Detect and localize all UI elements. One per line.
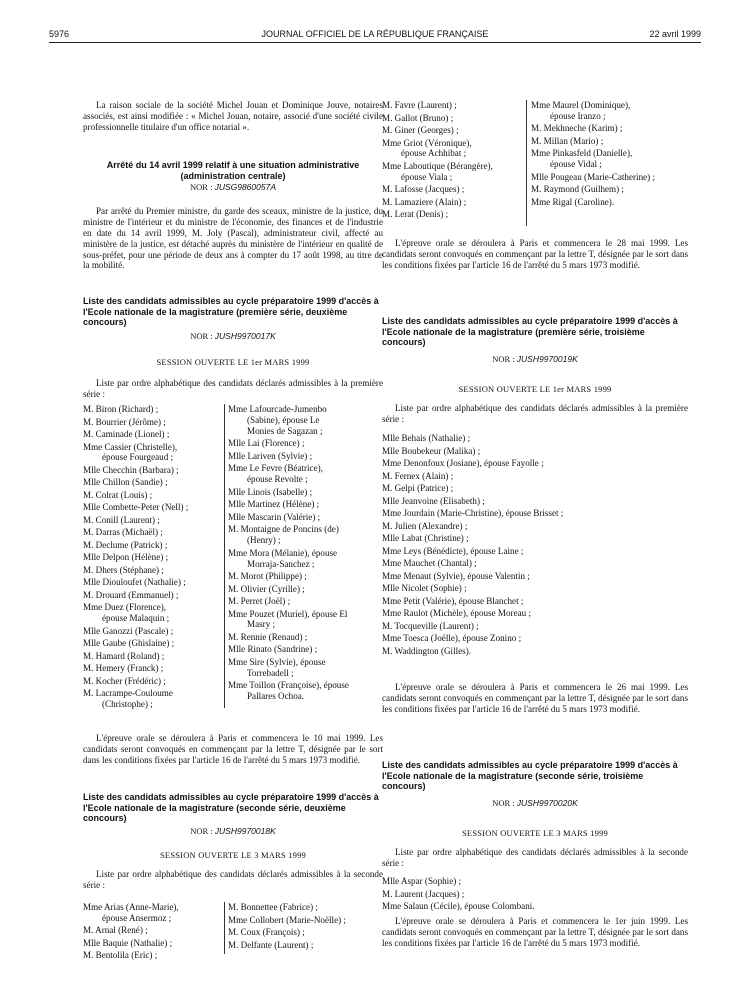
list4-names (382, 876, 688, 914)
list-item: M. Lerat (Denis) ; (382, 209, 449, 220)
list1-col2 (228, 404, 384, 704)
list2-names-continued (382, 100, 688, 230)
list-item: M. Gallot (Bruno) ; (382, 112, 454, 123)
arrete-nor: NOR : JUSG9860057A (190, 182, 276, 192)
intro-paragraph: La raison sociale de la société Michel Jouan et Dominique Jouve, notaires associés, est ainsi modifiée : « Michel Jouan, notaire, associé d'une société civile professionnelle titulaire d'un office notarial ». (83, 100, 383, 132)
list4-section (382, 760, 688, 869)
list-item: Mlle Linois (Isabelle) ; (228, 486, 313, 497)
list-item: M. Bonnettee (Fabrice) ; (228, 902, 318, 912)
list-item: Mme Collobert (Marie-Noëlle) ; (228, 914, 346, 925)
list-item: Mlle Martinez (Hélène) ; (228, 499, 320, 510)
list-item: M. Caminade (Lionel) ; (83, 429, 170, 439)
list-item: M. Gelpi (Patrice) ; (382, 483, 454, 493)
list-item: Mlle Aspar (Sophie) ; (382, 876, 462, 886)
list3-section (382, 316, 688, 425)
list-item: M. Hemery (Franck) ; (83, 663, 164, 674)
list-item: Mme Salaun (Cécile), épouse Colombani. (382, 901, 535, 911)
column-divider (224, 404, 225, 708)
list-item: Mlle Boubekeur (Malika) ; (382, 445, 481, 456)
list-item: Mme Griot (Véronique), épouse Achhibat ; (382, 137, 472, 159)
list-item: Mme Leys (Bénédicte), épouse Laine ; (382, 545, 524, 556)
list3-title: Liste des candidats admissibles au cycle préparatoire 1999 d'accès à l'Ecole nationale de la magistrature (première série, troisième concours) (382, 316, 678, 347)
list-item: Mme Toesca (Joëlle), épouse Zonino ; (382, 633, 522, 643)
list-item: M. Fernex (Alain) ; (382, 470, 454, 481)
list-item: M. Morot (Philippe) ; (228, 571, 307, 582)
list-item: M. Hamard (Roland) ; (83, 650, 165, 661)
list-item: Mme Jourdain (Marie-Christine), épouse Brisset ; (382, 508, 564, 518)
running-header (49, 29, 701, 43)
list1-names (83, 404, 383, 712)
list3-intro: Liste par ordre alphabétique des candidats déclarés admissibles à la première série : (382, 403, 688, 425)
list-item: Mme Menaut (Sylvie), épouse Valentin ; (382, 570, 530, 581)
list-item: M. Declume (Patrick) ; (83, 539, 168, 550)
list-item: M. Lamaziere (Alain) ; (382, 196, 467, 207)
list-item: M. Dhers (Stéphane) ; (83, 564, 164, 575)
list-item: Mlle Diouloufet (Nathalie) ; (83, 577, 186, 588)
list-item: M. Montaigne de Poncins (de) (Henry) ; (228, 524, 339, 546)
list2-col1 (83, 902, 223, 963)
list-item: M. Drouard (Emmanuel) ; (83, 589, 179, 600)
list4-title: Liste des candidats admissibles au cycle préparatoire 1999 d'accès à l'Ecole nationale de la magistrature (seconde série, troisième concours) (382, 760, 678, 791)
list-item: M. Darras (Michaël) ; (83, 527, 163, 538)
list-item: M. Colrat (Louis) ; (83, 489, 153, 500)
list-item: Mme Raulot (Michèle), épouse Moreau ; (382, 608, 531, 618)
list-item: Mme Denonfoux (Josiane), épouse Fayolle ; (382, 458, 544, 468)
list2-nor: NOR : JUSH9970018K (190, 825, 276, 836)
list-item: Mme Petit (Valérie), épouse Blanchet ; (382, 595, 524, 606)
list-item: Mme Lafourcade-Jumenbo (Sabine), épouse Le Monies de Sagazan ; (228, 404, 327, 436)
list-item: M. Laurent (Jacques) ; (382, 888, 465, 899)
list-item: M. Waddington (Gilles). (382, 645, 472, 656)
list-item: M. Olivier (Cyrille) ; (228, 583, 305, 594)
list-item: Mlle Delpon (Hélène) ; (83, 552, 169, 563)
list-item: Mlle Gaube (Ghislaine) ; (83, 638, 175, 649)
journal-title: JOURNAL OFFICIEL DE LA RÉPUBLIQUE FRANÇAISE (261, 29, 489, 39)
list-item: Mlle Behais (Nathalie) ; (382, 433, 471, 443)
list-item: Mme Mauchet (Chantal) ; (382, 558, 477, 568)
list-item: M. Delfante (Laurent) ; (228, 939, 314, 950)
list-item: M. Tocqueville (Laurent) ; (382, 620, 479, 631)
list-item: Mlle Combette-Peter (Nell) ; (83, 502, 189, 513)
list-item: Mlle Chillon (Sandie) ; (83, 477, 168, 488)
list-item: M. Bourrier (Jérôme) ; (83, 416, 166, 427)
list-item: M. Coux (François) ; (228, 927, 305, 937)
list3-closing: L'épreuve orale se déroulera à Paris et commencera le 26 mai 1999. Les candidats seront convoqués en commençant par la lettre T, désignée par le sort dans les conditions fixées par l'article 16 de l'arrêté du 5 mars 1973 modifié. (382, 682, 688, 714)
list-item: M. Biron (Richard) ; (83, 404, 159, 414)
list-item: Mme Maurel (Dominique), épouse Iranzo ; (531, 100, 631, 121)
list1-nor: NOR : JUSH9970017K (190, 330, 276, 341)
list-item: M. Rennie (Renaud) ; (228, 631, 308, 642)
list4-intro: Liste par ordre alphabétique des candidats déclarés admissibles à la seconde série : (382, 847, 688, 869)
list4-nor: NOR : JUSH9970020K (492, 797, 578, 808)
list-item: Mme Duez (Florence), épouse Malaquin ; (83, 602, 170, 624)
arrete-section (83, 160, 383, 271)
list-item: Mme Cassier (Christelle), épouse Fourgeaud ; (83, 441, 178, 463)
list-item: Mlle Jeanvoine (Elisabeth) ; (382, 495, 485, 506)
list-item: Mlle Checchin (Barbara) ; (83, 464, 179, 475)
list-item: Mlle Nicolet (Sophie) ; (382, 583, 467, 593)
list-item: M. Kocher (Frédéric) ; (83, 675, 166, 686)
list3-session: SESSION OUVERTE LE 1er MARS 1999 (458, 384, 612, 395)
list2-cont-col2 (531, 100, 688, 209)
list-item: Mme Laboutique (Bérangère), épouse Viala ; (382, 160, 493, 182)
list-item: Mlle Lai (Florence) ; (228, 438, 305, 449)
column-divider (224, 902, 225, 954)
list-item: Mme Le Fevre (Béatrice), épouse Revolte ; (228, 463, 323, 485)
list1-col1 (83, 404, 223, 712)
arrete-title: Arrêté du 14 avril 1999 relatif à une situation administrative (administration centrale) (106, 160, 360, 181)
list1-session: SESSION OUVERTE LE 1er MARS 1999 (156, 357, 310, 368)
list3-nor: NOR : JUSH9970019K (492, 353, 578, 364)
list-item: Mlle Baquie (Nathalie) ; (83, 937, 173, 948)
list1-title: Liste des candidats admissibles au cycle préparatoire 1999 d'accès à l'Ecole nationale de la magistrature (première série, deuxième concours) (83, 296, 379, 327)
list-item: M. Giner (Georges) ; (382, 125, 459, 135)
list-item: Mme Arias (Anne-Marie), épouse Ansermoz ; (83, 902, 179, 923)
list-item: Mlle Pougeau (Marie-Catherine) ; (531, 171, 655, 182)
issue-date: 22 avril 1999 (649, 29, 701, 39)
list-item: M. Conill (Laurent) ; (83, 514, 160, 525)
list2-closing: L'épreuve orale se déroulera à Paris et commencera le 28 mai 1999. Les candidats seront convoqués en commençant par la lettre T, désignée par le sort dans les conditions fixées par l'article 16 de l'arrêté du 5 mars 1973 modifié. (382, 238, 688, 270)
list2-session: SESSION OUVERTE LE 3 MARS 1999 (160, 850, 306, 861)
list-item: Mme Pinkasfeld (Danielle), épouse Vidal ; (531, 148, 633, 170)
list-item: M. Raymond (Guilhem) ; (531, 184, 624, 195)
list-item: Mme Sire (Sylvie), épouse Torrebadell ; (228, 656, 326, 678)
list-item: Mme Pouzet (Muriel), épouse El Masry ; (228, 608, 348, 630)
list-item: M. Bentolila (Eric) ; (83, 950, 158, 961)
list-item: M. Lacrampe-Couloume (Christophe) ; (83, 688, 173, 710)
list2-intro: Liste par ordre alphabétique des candidats déclarés admissibles à la seconde série : (83, 869, 383, 891)
list-item: Mlle Rinato (Sandrine) ; (228, 644, 318, 655)
list-item: Mlle Lariven (Sylvie) ; (228, 450, 313, 461)
list-item: M. Millan (Mario) ; (531, 135, 604, 146)
list4-session: SESSION OUVERTE LE 3 MARS 1999 (462, 828, 608, 839)
list1-section (83, 296, 383, 400)
list-item: M. Perret (Joël) ; (228, 596, 291, 607)
list-item: Mme Rigal (Caroline). (531, 196, 615, 207)
list-item: M. Mekhneche (Karim) ; (531, 123, 623, 134)
list-item: M. Arnal (René) ; (83, 925, 148, 936)
header-rule (49, 42, 701, 43)
list-item: M. Julien (Alexandre) ; (382, 520, 468, 531)
list1-closing: L'épreuve orale se déroulera à Paris et commencera le 10 mai 1999. Les candidats seront convoqués en commençant par la lettre T, désignée par le sort dans les conditions fixées par l'article 16 de l'arrêté du 5 mars 1973 modifié. (83, 733, 383, 765)
column-divider (526, 100, 527, 226)
list-item: Mlle Labat (Christine) ; (382, 533, 469, 543)
list2-title: Liste des candidats admissibles au cycle préparatoire 1999 d'accès à l'Ecole nationale de la magistrature (seconde série, deuxième concours) (83, 792, 379, 823)
list-item: Mme Mora (Mélanie), épouse Morraja-Sanchez ; (228, 547, 338, 569)
list2-cont-col1 (382, 100, 522, 222)
list-item: M. Lafosse (Jacques) ; (382, 184, 465, 195)
list-item: Mme Toillon (Françoise), épouse Pallares Ochoa. (228, 680, 349, 702)
list-item: M. Favre (Laurent) ; (382, 100, 457, 110)
list1-intro: Liste par ordre alphabétique des candidats déclarés admissibles à la première série : (83, 378, 383, 400)
list3-names (382, 433, 688, 658)
list4-closing: L'épreuve orale se déroulera à Paris et commencera le 1er juin 1999. Les candidats seront convoqués en commençant par la lettre T, désignée par le sort dans les conditions fixées par l'article 16 de l'arrêté du 5 mars 1973 modifié. (382, 916, 688, 948)
page-number: 5976 (49, 29, 70, 39)
list-item: Mlle Mascarin (Valérie) ; (228, 511, 321, 522)
list-item: Mlle Ganozzi (Pascale) ; (83, 625, 174, 636)
list2-section (83, 792, 383, 891)
list2-col2 (228, 902, 384, 952)
arrete-body: Par arrêté du Premier ministre, du garde des sceaux, ministre de la justice, du ministre de l'intérieur et du ministre de l'économie, des finances et de l'industrie en date du 14 avril 1999, M. Joly (Pascal), administrateur civil, affecté au ministère de la justice, est détaché auprès du ministère de l'intérieur en qualité de sous-préfet, pour une période de deux ans à compter du 17 août 1998, au titre de la mobilité. (83, 205, 383, 271)
list2-names (83, 902, 383, 961)
